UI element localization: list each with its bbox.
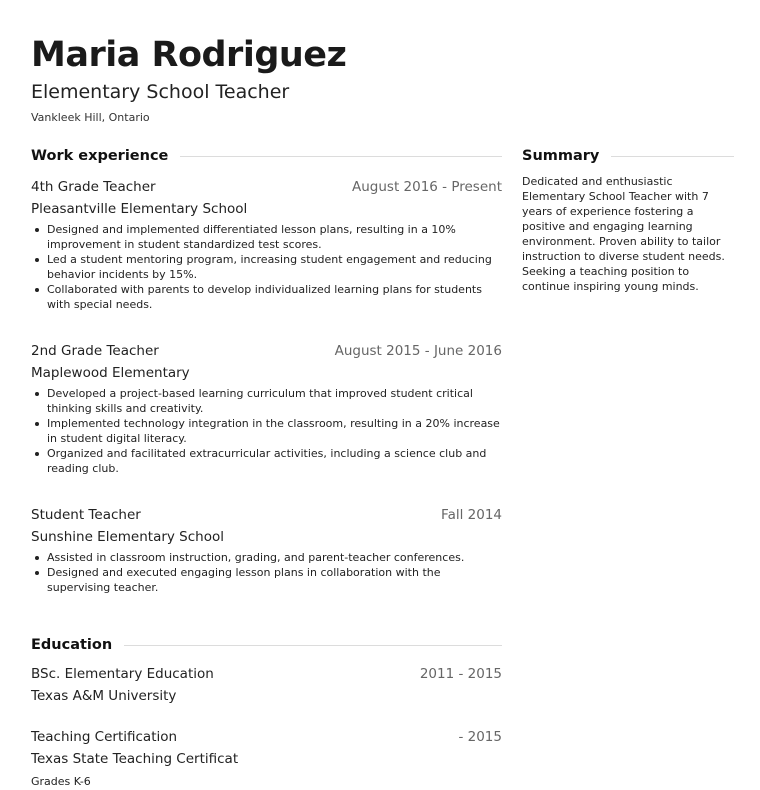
section-divider: [180, 156, 502, 157]
education-entry: [31, 726, 502, 790]
left-column: [31, 146, 502, 790]
degree-title: Teaching Certification: [31, 729, 178, 745]
location: Vankleek Hill, Ontario: [31, 111, 150, 124]
job-bullets: [31, 550, 502, 595]
summary-heading: Summary: [522, 148, 600, 164]
job-title: 4th Grade Teacher: [31, 179, 156, 195]
job-entry: [31, 504, 502, 595]
job-bullets: [31, 386, 502, 476]
section-divider: [124, 645, 502, 646]
work-experience-section: [31, 146, 502, 595]
bullet-item: Developed a project-based learning curriculum that improved student critical thinking skills and creativity.: [47, 386, 502, 416]
degree-title: BSc. Elementary Education: [31, 666, 214, 682]
education-header: [31, 635, 502, 655]
bullet-item: Organized and facilitated extracurricular activities, including a science club and reading club.: [47, 446, 502, 476]
job-organization: Sunshine Elementary School: [31, 529, 224, 545]
job-organization: Pleasantville Elementary School: [31, 201, 248, 217]
education-heading: Education: [31, 637, 113, 653]
job-date: Fall 2014: [441, 507, 502, 523]
summary-text: Dedicated and enthusiastic Elementary School Teacher with 7 years of experience fostering a positive and engaging learning environment. Proven ability to tailor instruction to diverse student needs. Seeking a teaching position to continue inspiring young minds.: [522, 175, 725, 293]
job-date: August 2016 - Present: [352, 179, 502, 195]
school-name: Texas A&M University: [31, 688, 177, 704]
education-section: [31, 635, 502, 790]
candidate-name: Maria Rodriguez: [31, 35, 347, 75]
job-date: August 2015 - June 2016: [334, 343, 502, 359]
bullet-item: Led a student mentoring program, increasing student engagement and reducing behavior incidents by 15%.: [47, 252, 502, 282]
bullet-item: Implemented technology integration in the classroom, resulting in a 20% increase in student digital literacy.: [47, 416, 502, 446]
section-divider: [611, 156, 734, 157]
job-entry: [31, 340, 502, 476]
job-title-headline: Elementary School Teacher: [31, 81, 290, 103]
job-entry: [31, 176, 502, 312]
work-experience-heading: Work experience: [31, 148, 169, 164]
work-experience-header: [31, 146, 502, 166]
job-title: Student Teacher: [31, 507, 141, 523]
degree-date: - 2015: [458, 729, 502, 745]
bullet-item: Collaborated with parents to develop individualized learning plans for students with special needs.: [47, 282, 502, 312]
summary-header: [522, 146, 734, 166]
school-name: Texas State Teaching Certificat: [31, 751, 239, 767]
bullet-item: Designed and executed engaging lesson plans in collaboration with the supervising teacher.: [47, 565, 502, 595]
bullet-item: Designed and implemented differentiated lesson plans, resulting in a 10% improvement in student standardized test scores.: [47, 222, 502, 252]
bullet-item: Assisted in classroom instruction, grading, and parent-teacher conferences.: [47, 550, 502, 565]
job-title: 2nd Grade Teacher: [31, 343, 159, 359]
education-note: Grades K-6: [31, 775, 91, 788]
education-entry: [31, 663, 502, 707]
job-bullets: [31, 222, 502, 312]
degree-date: 2011 - 2015: [419, 666, 502, 682]
right-column: [522, 146, 734, 294]
job-organization: Maplewood Elementary: [31, 365, 190, 381]
